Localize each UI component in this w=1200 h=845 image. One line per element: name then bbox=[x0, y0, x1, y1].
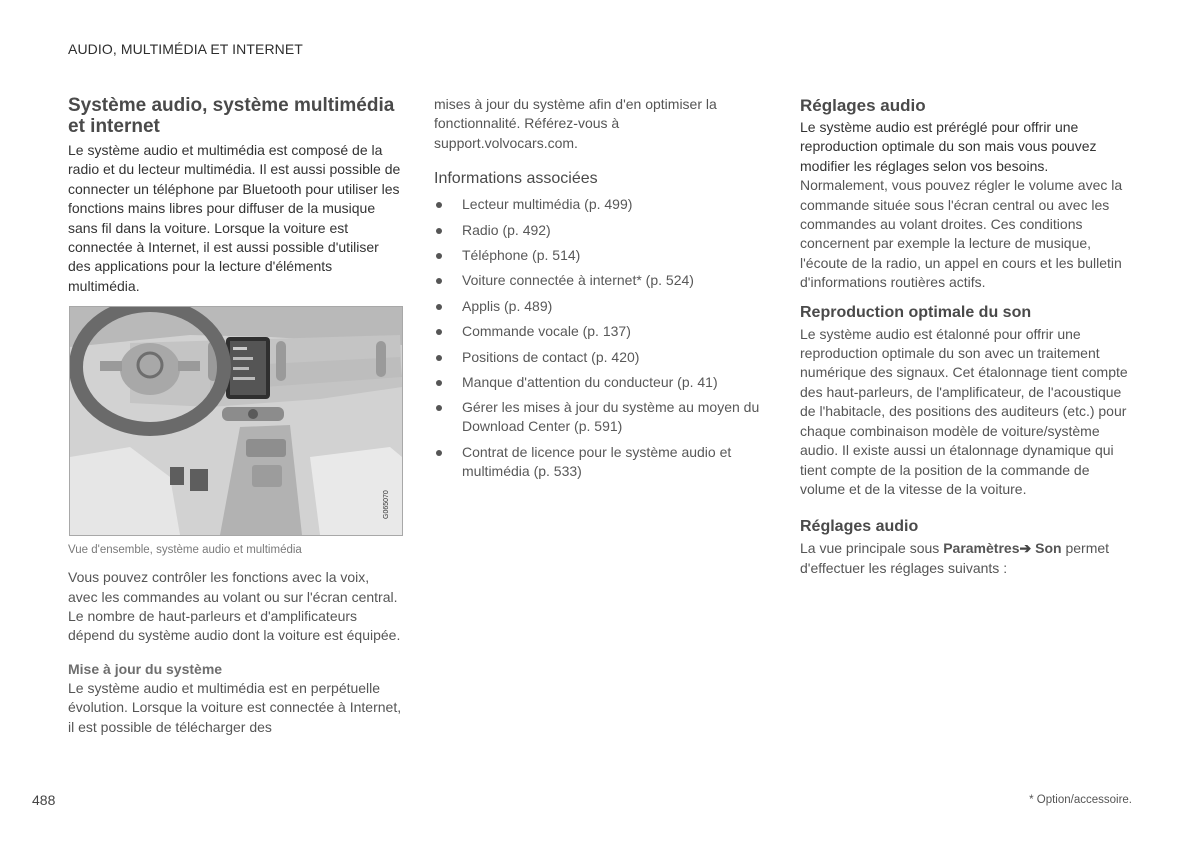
volume-paragraph: Normalement, vous pouvez régler le volume avec la commande située sous l'écran central ou avec les commandes au volant droites. Ces conditions concernent par exemple la lecture de musique, l'écoute de la radio, un appel en cours et les bulletin d'informations routières actifs. bbox=[800, 177, 1123, 291]
related-link[interactable]: Radio (p. 492) bbox=[434, 221, 764, 240]
related-link[interactable]: Commande vocale (p. 137) bbox=[434, 322, 764, 341]
column-left bbox=[68, 95, 402, 737]
audio-settings-paragraph: La vue principale sous Paramètres➔ Son permet d'effectuer les réglages suivants : bbox=[800, 540, 1110, 576]
body-paragraph: Vous pouvez contrôler les fonctions avec la voix, avec les commandes au volant ou sur l'écran central. Le nombre de haut-parleurs et d'amplificateurs dépend du système audio dont la voiture est équipée. bbox=[68, 569, 401, 644]
optimal-sound-paragraph: Le système audio est étalonné pour offrir une reproduction optimale du son avec un traitement numérique des signaux. Cet étalonnage tient compte des haut-parleurs, de l'amplificateur, de l'acoustique de l'habitacle, des positions des auditeurs (etc.) pour chaque combinaison modèle de voiture/système audio. Il existe aussi un étalonnage dynamique qui tient compte de la position de la commande de volume et de la vitesse de la voiture. bbox=[800, 325, 1128, 497]
update-paragraph: Le système audio et multimédia est en perpétuelle évolution. Lorsque la voiture est connectée à Internet, il est possible de télécharger des bbox=[68, 679, 402, 735]
related-link[interactable]: Téléphone (p. 514) bbox=[434, 246, 764, 265]
menu-path-sound: Son bbox=[1035, 540, 1062, 557]
figure-code: G065070 bbox=[383, 490, 390, 520]
section-title: Système audio, système multimédia et internet bbox=[68, 95, 395, 137]
related-link[interactable]: Manque d'attention du conducteur (p. 41) bbox=[434, 373, 764, 392]
bullet-icon bbox=[436, 329, 442, 335]
intro-paragraph: Le système audio et multimédia est composé de la radio et du lecteur multimédia. Il est aussi possible de connecter un téléphone par Bluetooth pour utiliser les fonctions mains libres pour diffuser de la musique sans fil dans la voiture. Lorsque la voiture est connectée à Internet, il est aussi possible d'utiliser des applications pour la lecture d'éléments multimédia. bbox=[68, 142, 401, 294]
figure-caption: Vue d'ensemble, système audio et multimédia bbox=[68, 544, 302, 557]
car-interior-drawing bbox=[70, 307, 402, 535]
bullet-icon bbox=[436, 278, 442, 284]
related-link[interactable]: Lecteur multimédia (p. 499) bbox=[434, 195, 764, 214]
bullet-icon bbox=[436, 253, 442, 259]
page-number: 488 bbox=[32, 792, 56, 808]
audio-intro: Le système audio est préréglé pour offrir une reproduction optimale du son mais vous pouvez modifier les réglages selon vos besoins. bbox=[800, 119, 1097, 174]
related-link[interactable]: Positions de contact (p. 420) bbox=[434, 348, 764, 367]
continued-paragraph: mises à jour du système afin d'en optimiser la fonctionnalité. Référez-vous à support.volvocars.com. bbox=[434, 96, 717, 151]
bullet-icon bbox=[436, 202, 442, 208]
update-heading: Mise à jour du système bbox=[68, 660, 223, 677]
running-header: AUDIO, MULTIMÉDIA ET INTERNET bbox=[68, 41, 303, 57]
bullet-icon bbox=[436, 450, 442, 456]
menu-path-settings: Paramètres bbox=[943, 540, 1020, 557]
related-link[interactable]: Contrat de licence pour le système audio et multimédia (p. 533) bbox=[434, 443, 764, 481]
column-middle bbox=[434, 95, 764, 487]
audio-settings-heading: Réglages audio bbox=[800, 518, 919, 536]
bullet-icon bbox=[436, 380, 442, 386]
column-right bbox=[800, 95, 1134, 578]
section-title-audio: Réglages audio bbox=[800, 96, 926, 115]
bullet-icon bbox=[436, 304, 442, 310]
bullet-icon bbox=[436, 355, 442, 361]
related-link[interactable]: Applis (p. 489) bbox=[434, 297, 764, 316]
related-list bbox=[434, 195, 764, 481]
related-link[interactable]: Voiture connectée à internet* (p. 524) bbox=[434, 271, 764, 290]
dashboard-illustration bbox=[69, 306, 403, 536]
arrow-right-icon: ➔ bbox=[1019, 540, 1032, 557]
bullet-icon bbox=[436, 405, 442, 411]
related-link[interactable]: Gérer les mises à jour du système au moyen du Download Center (p. 591) bbox=[434, 398, 764, 436]
related-heading: Informations associées bbox=[434, 170, 598, 188]
optimal-sound-heading: Reproduction optimale du son bbox=[800, 303, 1032, 321]
bullet-icon bbox=[436, 228, 442, 234]
footnote: * Option/accessoire. bbox=[1029, 794, 1132, 806]
